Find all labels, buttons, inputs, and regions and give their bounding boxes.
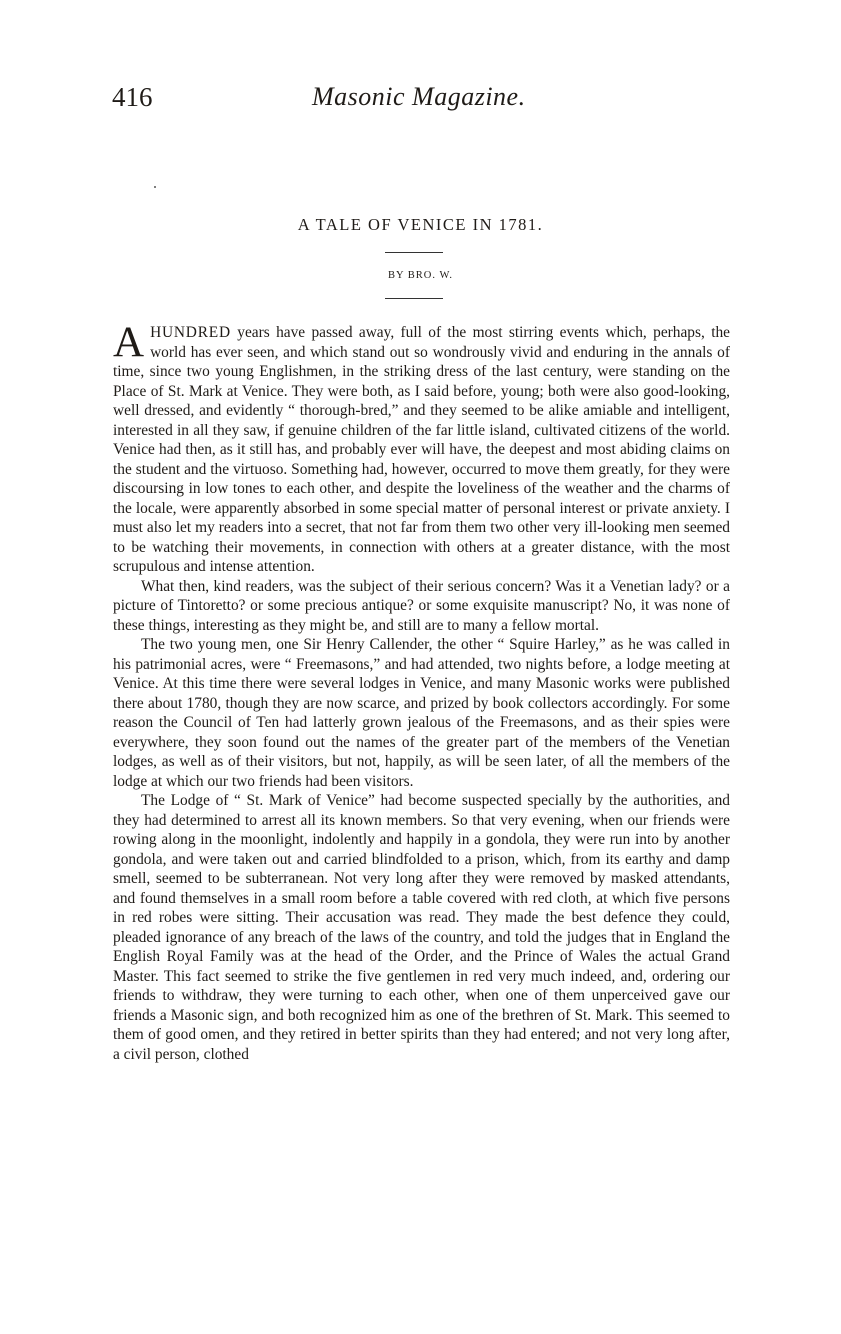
- paragraph-1-text: years have passed away, full of the most stirring events which, perhaps, the world has ever seen, and which stand out so wondrously vivid and enduring in the annals of time, since two young Englishmen, in the striking dress of the last century, were standing on the Place of St. Mark at Venice. They were both, as I said before, young; both were also good-looking, well dressed, and evidently “ thorough-bred,” and they seemed to be alike amiable and intelligent, interested in all they saw, if genuine children of the far little island, cultivated citizens of the world. Venice had then, as it still has, and probably ever will have, the deepest and most abiding claims on the student and the virtuoso. Something had, however, occurred to move them greatly, for they were discoursing in low tones to each other, and despite the loveliness of the weather and the charms of the locale, were apparently absorbed in some special matter of personal interest or private anxiety. I must also let my readers into a secret, that not far from them two other very ill-looking men seemed to be watching their movements, in connection with others at a greater distance, with the most scrupulous and intense attention.: [113, 324, 730, 575]
- paragraph-1: [113, 319, 730, 577]
- article-title: A TALE OF VENICE IN 1781.: [297, 215, 544, 234]
- paragraph-2: What then, kind readers, was the subject of their serious concern? Was it a Venetian lady? or a picture of Tintoretto? or some precious antique? or some exquisite manuscript? No, it was none of these things, interesting as they might be, and still are to many a fellow mortal.: [113, 577, 730, 634]
- page-number: 416: [112, 82, 153, 112]
- article-body: [113, 319, 730, 1064]
- stray-mark: [154, 186, 156, 188]
- running-head: Masonic Magazine.: [312, 82, 526, 111]
- paragraph-4: The Lodge of “ St. Mark of Venice” had become suspected specially by the authorities, and they had determined to arrest all its known members. So that very evening, when our friends were rowing along in the moonlight, indolently and happily in a gondola, they were run into by another gondola, and were taken out and carried blindfolded to a prison, which, from its earthy and damp smell, seemed to be subterranean. Not very long after they were removed by masked attendants, and found themselves in a small room before a table covered with red cloth, at which five persons in red robes were sitting. Their accusation was read. They made the best defence they could, pleaded ignorance of any breach of the laws of the country, and told the judges that in England the English Royal Family was at the head of the Order, and the Prince of Wales the actual Grand Master. This fact seemed to strike the five gentlemen in red very much indeed, and, ordering our friends to withdraw, they were turning to each other, when one of them unperceived gave our friends a Masonic sign, and both recognized him as one of the brethren of St. Mark. This seemed to them of good omen, and they retired in better spirits than they had entered; and not very long after, a civil person, clothed: [113, 792, 730, 1063]
- opening-caps: HUNDRED: [150, 324, 231, 341]
- paragraph-3: The two young men, one Sir Henry Callender, the other “ Squire Harley,” as he was called in his patrimonial acres, were “ Freemasons,” and had attended, two nights before, a lodge meeting at Venice. At this time there were several lodges in Venice, and many Masonic works were published there about 1780, though they are now scarce, and prized by book collectors accordingly. For some reason the Council of Ten had latterly grown jealous of the Freemasons, and as their spies were everywhere, they soon found out the names of the greater part of the members of the Venetian lodges, as well as of their visitors, but not, happily, as will be seen later, of all the members of the lodge at which our two friends had been visitors.: [113, 636, 730, 790]
- article-byline: BY BRO. W.: [387, 270, 454, 281]
- page-header: [112, 82, 732, 122]
- title-rule: [385, 252, 443, 253]
- byline-rule: [385, 298, 443, 299]
- drop-cap: A: [113, 319, 145, 366]
